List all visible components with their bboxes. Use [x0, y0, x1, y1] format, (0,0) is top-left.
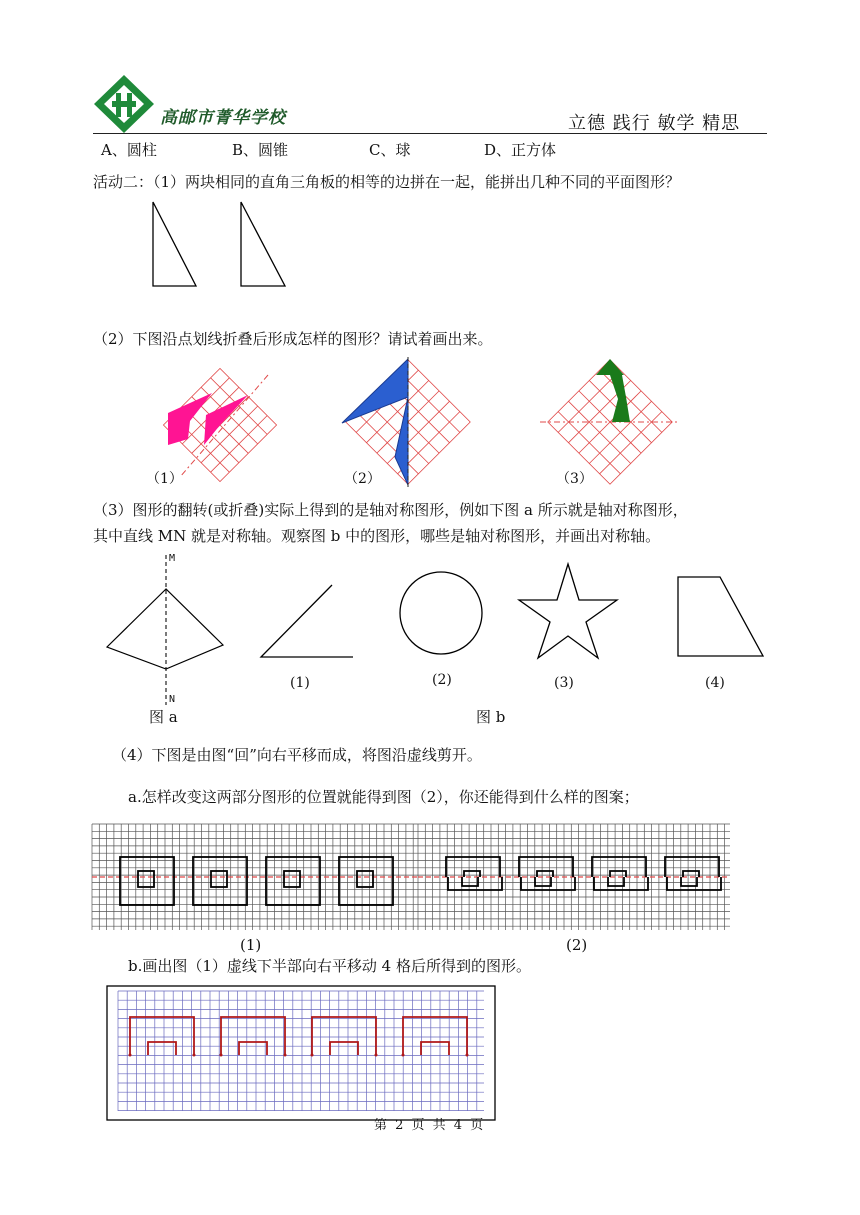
fig-b-label-1: (1): [290, 675, 310, 691]
grid-figure-3: [106, 985, 496, 1121]
grid-label-1: (1): [240, 936, 262, 954]
activity2-q3-line2: 其中直线 MN 就是对称轴。观察图 b 中的图形，哪些是轴对称图形，并画出对称轴。: [93, 527, 661, 545]
figure-b4-trapezoid: [674, 574, 768, 660]
axis-label-m: M: [169, 553, 176, 564]
grid-figure-1: [92, 824, 418, 930]
school-name: 高邮市菁华学校: [160, 108, 286, 128]
option-a: A、圆柱: [101, 141, 157, 159]
activity2-q4a: a.怎样改变这两部分图形的位置就能得到图（2），你还能得到什么样的图案；: [128, 788, 639, 806]
school-motto: 立德 践行 敏学 精思: [568, 113, 741, 134]
fig-b-label-2: (2): [432, 672, 452, 688]
fold-label-1: （1）: [146, 471, 183, 487]
option-c: C、球: [369, 141, 411, 159]
fold-figure-1: [150, 365, 290, 485]
fold-label-3: （3）: [556, 471, 593, 487]
figure-a-kite: [105, 555, 225, 710]
page-footer: 第 2 页 共 4 页: [374, 1118, 486, 1133]
axis-label-n: N: [169, 694, 176, 705]
activity2-q4: （4）下图是由图“回”向右平移而成，将图沿虚线剪开。: [112, 746, 482, 764]
option-b: B、圆锥: [232, 141, 289, 159]
grid-figure-2: [418, 824, 730, 930]
activity2-q2: （2）下图沿点划线折叠后形成怎样的图形？请试着画出来。: [93, 330, 493, 348]
figure-b1-triangle: [258, 583, 358, 661]
fig-b-label-3: (3): [554, 675, 574, 691]
activity2-q3-line1: （3）图形的翻转(或折叠)实际上得到的是轴对称图形，例如下图 a 所示就是轴对称图形，: [93, 501, 688, 519]
activity2-q4b: b.画出图（1）虚线下半部向右平移动 4 格后所得到的图形。: [128, 957, 531, 975]
fig-b-label-4: (4): [705, 675, 725, 691]
school-logo-icon: [92, 73, 156, 135]
fold-label-2: （2）: [344, 471, 381, 487]
option-d: D、正方体: [484, 141, 557, 159]
header-rule: [93, 133, 767, 134]
right-triangle-figures: [150, 200, 300, 290]
fig-a-caption: 图 a: [149, 708, 178, 726]
grid-label-2: (2): [566, 936, 588, 954]
figure-b2-circle: [398, 570, 488, 660]
figure-b3-star: [516, 562, 620, 660]
activity2-q1: 活动二：（1）两块相同的直角三角板的相等的边拼在一起，能拼出几种不同的平面图形？: [93, 173, 681, 191]
fig-b-caption: 图 b: [476, 708, 506, 726]
